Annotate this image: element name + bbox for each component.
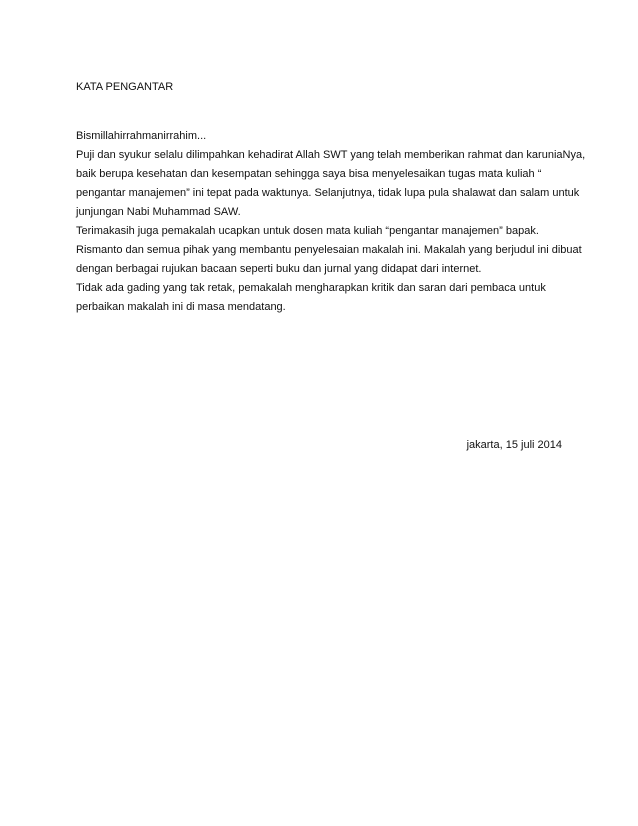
place-date-signature: jakarta, 15 juli 2014 — [466, 439, 562, 451]
document-body — [76, 127, 586, 317]
paragraph-1 — [76, 146, 586, 222]
paragraph-2-line-3: dengan berbagai rujukan bacaan seperti buku dan jurnal yang didapat dari internet. — [76, 263, 482, 275]
paragraph-3-line-2: perbaikan makalah ini di masa mendatang. — [76, 301, 286, 313]
paragraph-1-line-2: baik berupa kesehatan dan kesempatan sehingga saya bisa menyelesaikan tugas mata kuliah “ — [76, 168, 542, 180]
document-title: KATA PENGANTAR — [76, 81, 174, 93]
opening-greeting: Bismillahirrahmanirrahim... — [76, 130, 207, 142]
paragraph-1-line-3: pengantar manajemen” ini tepat pada waktunya. Selanjutnya, tidak lupa pula shalawat dan salam untuk — [76, 187, 580, 199]
paragraph-2 — [76, 222, 582, 279]
paragraph-2-line-2: Rismanto dan semua pihak yang membantu penyelesaian makalah ini. Makalah yang berjudul ini dibuat — [76, 244, 582, 256]
paragraph-2-line-1: Terimakasih juga pemakalah ucapkan untuk dosen mata kuliah “pengantar manajemen” bapak. — [76, 225, 539, 237]
paragraph-1-line-1: Puji dan syukur selalu dilimpahkan kehadirat Allah SWT yang telah memberikan rahmat dan karuniaNya, — [76, 149, 586, 161]
paragraph-3 — [76, 279, 566, 317]
paragraph-3-line-1: Tidak ada gading yang tak retak, pemakalah mengharapkan kritik dan saran dari pembaca untuk — [76, 282, 546, 294]
paragraph-1-line-4: junjungan Nabi Muhammad SAW. — [76, 206, 241, 218]
